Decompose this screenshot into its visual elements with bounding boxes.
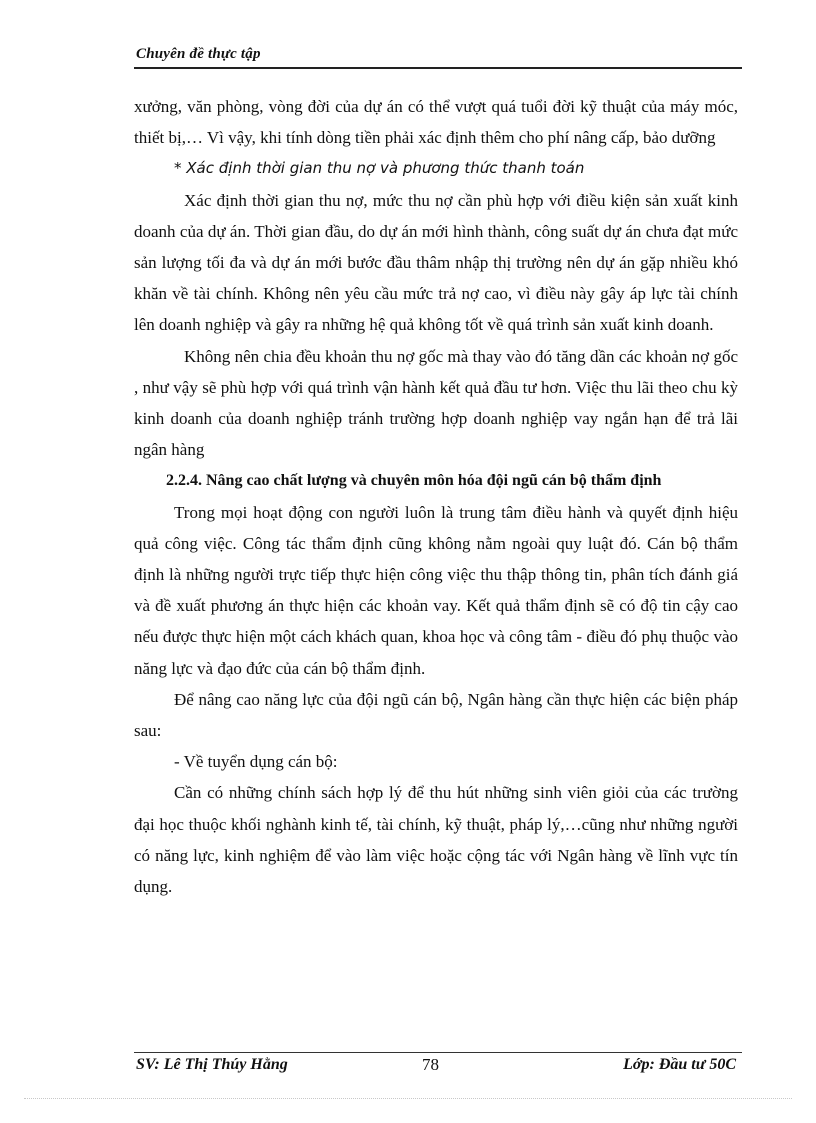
- italic-subheading: * Xác định thời gian thu nợ và phương thức thanh toán: [174, 159, 585, 178]
- header-title: Chuyên đề thực tập: [136, 46, 261, 62]
- paragraph-3: Không nên chia đều khoản thu nợ gốc mà thay vào đó tăng dần các khoản nợ gốc , như vậy sẽ phù hợp với quá trình vận hành kết quả đầu tư hơn. Việc thu lãi theo chu kỳ kinh doanh của doanh nghiệp tránh trường hợp doanh nghiệp vay ngắn hạn để trả lãi ngân hàng: [134, 346, 738, 460]
- paragraph-4: Trong mọi hoạt động con người luôn là trung tâm điều hành và quyết định hiệu quả công việc. Công tác thẩm định cũng không nằm ngoài quy luật đó. Cán bộ thẩm định là những người trực tiếp thực hiện công việc thu thập thông tin, phân tích đánh giá và đề xuất phương án thực hiện các khoản vay. Kết quả thẩm định sẽ có độ tin cậy cao nếu được thực hiện một cách khách quan, khoa học và công tâm - điều đó phụ thuộc vào năng lực và đạo đức của cán bộ thẩm định.: [134, 502, 738, 678]
- page-number: 78: [422, 1055, 439, 1074]
- paragraph-5: Để nâng cao năng lực của đội ngũ cán bộ, Ngân hàng cần thực hiện các biện pháp sau:: [134, 689, 738, 741]
- footer-class: Lớp: Đầu tư 50C: [623, 1056, 736, 1073]
- document-body: [134, 91, 738, 902]
- page-bottom-divider: [24, 1098, 792, 1099]
- footer-student: SV: Lê Thị Thúy Hằng: [136, 1056, 288, 1073]
- page-footer: [134, 1052, 742, 1079]
- section-heading: 2.2.4. Nâng cao chất lượng và chuyên môn hóa đội ngũ cán bộ thẩm định: [166, 472, 662, 490]
- page-header: [134, 45, 742, 69]
- bullet-recruitment: - Về tuyển dụng cán bộ:: [174, 752, 338, 772]
- paragraph-2: Xác định thời gian thu nợ, mức thu nợ cần phù hợp với điều kiện sản xuất kinh doanh của dự án. Thời gian đầu, do dự án mới hình thành, công suất dự án chưa đạt mức sản lượng tối đa và dự án mới bước đầu thâm nhập thị trường nên dự án gặp nhiều khó khăn về tài chính. Không nên yêu cầu mức trả nợ cao, vì điều này gây áp lực tài chính lên doanh nghiệp và gây ra những hệ quả không tốt về quá trình sản xuất kinh doanh.: [134, 190, 738, 335]
- paragraph-6: Cần có những chính sách hợp lý để thu hút những sinh viên giỏi của các trường đại học thuộc khối nghành kinh tế, tài chính, kỹ thuật, pháp lý,…cũng như những người có năng lực, kinh nghiệm để vào làm việc hoặc cộng tác với Ngân hàng về lĩnh vực tín dụng.: [134, 783, 738, 897]
- paragraph-1: xưởng, văn phòng, vòng đời của dự án có thể vượt quá tuổi đời kỹ thuật của máy móc, thiết bị,… Vì vậy, khi tính dòng tiền phải xác định thêm cho phí nâng cấp, bảo dưỡng: [134, 97, 738, 148]
